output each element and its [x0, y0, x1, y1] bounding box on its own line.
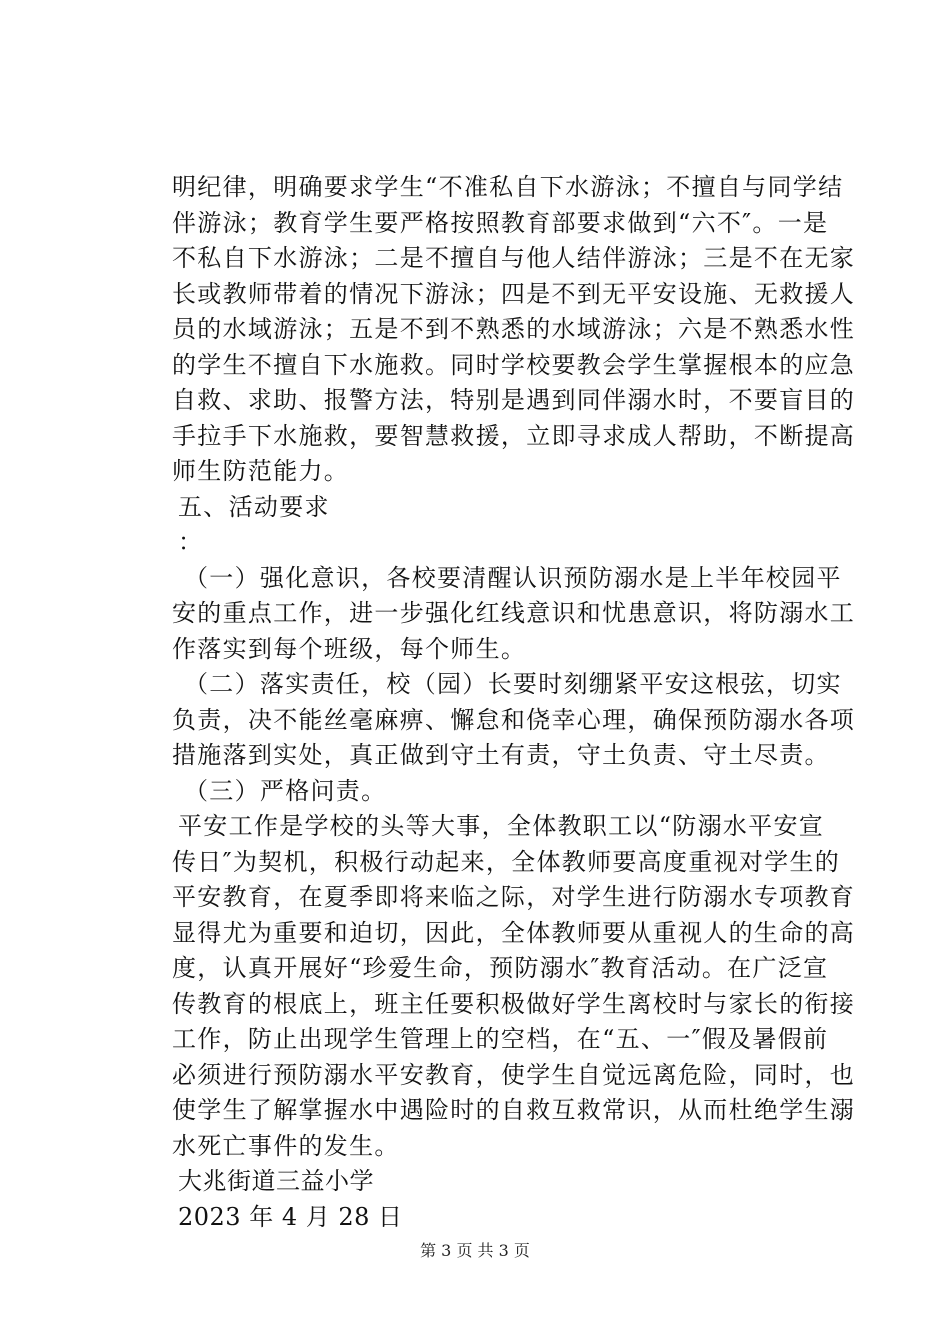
text-line: 自救、求助、报警方法，特别是遇到同伴溺水时，不要盲目的	[172, 386, 856, 414]
text-line: 措施落到实处，真正做到守土有责，守土负责、守土尽责。	[172, 741, 830, 769]
text-line: 必须进行预防溺水平安教育，使学生自觉远离危险，同时，也	[172, 1060, 856, 1089]
text-line: 安的重点工作，进一步强化红线意识和忧患意识，将防溺水工	[172, 599, 856, 627]
text-line: 水死亡事件的发生。	[172, 1131, 400, 1160]
text-line: （一）强化意识，各校要清醒认识预防溺水是上半年校园平	[184, 563, 842, 592]
text-line: 明纪律，明确要求学生“不准私自下水游泳；不擅自与同学结	[172, 173, 844, 201]
text-line: （二）落实责任，校（园）长要时刻绷紧平安这根弦，切实	[184, 670, 842, 698]
paragraph-closing	[172, 809, 856, 1164]
text-line: 负责，决不能丝毫麻痹、懈怠和侥幸心理，确保预防溺水各项	[172, 705, 856, 734]
colon-line: ：	[178, 528, 204, 556]
section-heading: 五、活动要求	[178, 492, 330, 521]
text-line: 显得尤为重要和迫切，因此，全体教师要从重视人的生命的高	[172, 918, 856, 947]
paragraph-safety-rules	[172, 170, 856, 490]
text-line: 作落实到每个班级，每个师生。	[172, 634, 527, 663]
text-line: 度，认真开展好“珍爱生命，预防溺水″教育活动。在广泛宣	[172, 954, 829, 982]
text-line: 平安教育，在夏季即将来临之际，对学生进行防溺水专项教育	[172, 883, 856, 911]
text-line: 传教育的根底上，班主任要积极做好学生离校时与家长的衔接	[172, 989, 856, 1018]
signature-date: 2023 年 4 月 28 日	[178, 1202, 403, 1231]
text-line: 平安工作是学校的头等大事，全体教职工以“防溺水平安宣	[178, 812, 825, 840]
paragraph-item-2	[172, 667, 856, 774]
page-footer: 第 3 页 共 3 页	[420, 1241, 530, 1260]
text-line: 伴游泳；教育学生要严格按照教育部要求做到“六不″。一是	[172, 208, 829, 237]
text-line: 长或教师带着的情况下游泳；四是不到无平安设施、无救援人	[172, 279, 856, 308]
text-line: 工作，防止出现学生管理上的空档，在“五、一″假及暑假前	[172, 1025, 829, 1053]
paragraph-item-1	[172, 561, 856, 668]
signature-organization: 大兆街道三益小学	[178, 1167, 374, 1195]
text-line: 的学生不擅自下水施救。同时学校要教会学生掌握根本的应急	[172, 350, 856, 379]
text-line: 师生防范能力。	[172, 457, 350, 485]
document-body	[172, 170, 856, 1235]
item-3: （三）严格问责。	[184, 776, 387, 805]
text-line: 员的水域游泳；五是不到不熟悉的水域游泳；六是不熟悉水性	[172, 315, 856, 343]
text-line: 不私自下水游泳；二是不擅自与他人结伴游泳；三是不在无家	[172, 244, 856, 272]
text-line: 传日″为契机，积极行动起来，全体教师要高度重视对学生的	[172, 847, 841, 876]
text-line: 使学生了解掌握水中遇险时的自救互救常识，从而杜绝学生溺	[172, 1096, 856, 1124]
text-line: 手拉手下水施救，要智慧救援，立即寻求成人帮助，不断提高	[172, 421, 856, 450]
